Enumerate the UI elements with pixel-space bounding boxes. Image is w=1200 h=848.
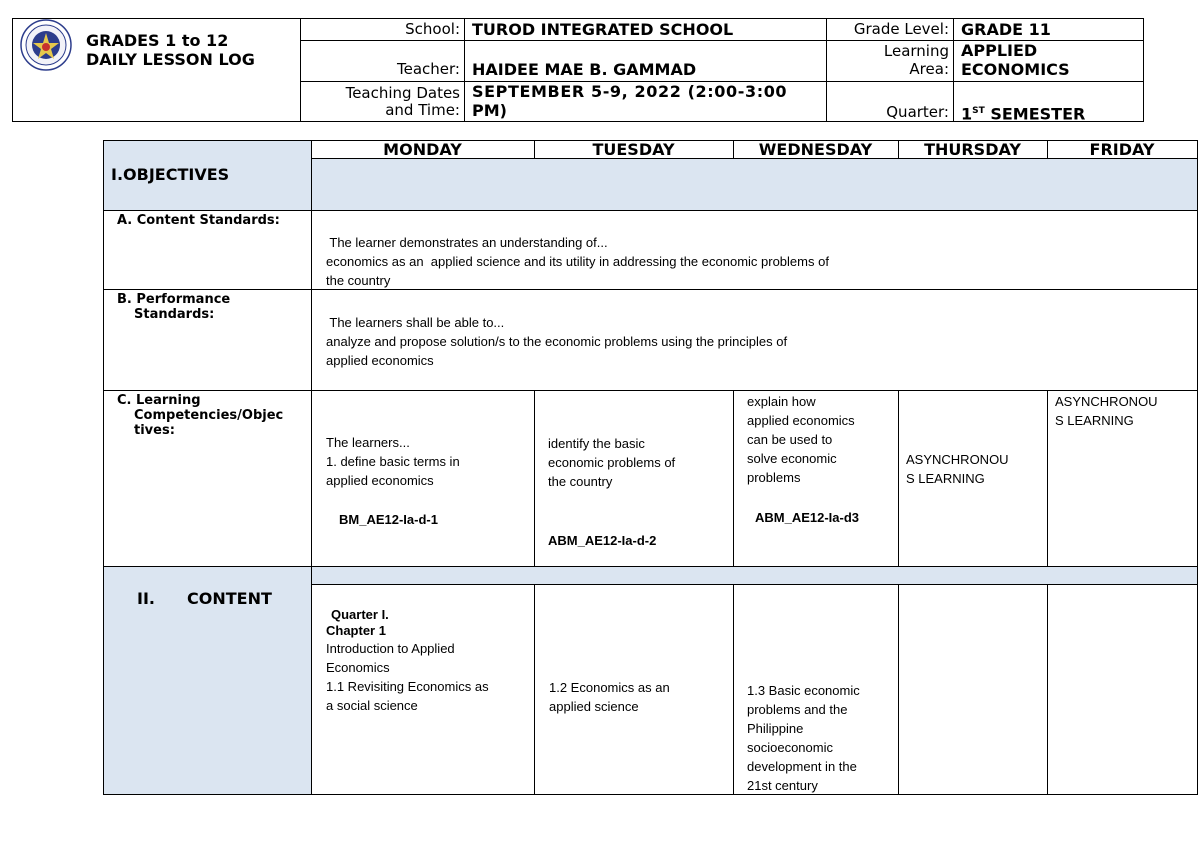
learning-competencies-label — [117, 393, 283, 438]
content-line: 1.1 Revisiting Economics as — [326, 679, 489, 694]
competency-line: applied economics — [326, 473, 434, 488]
learning-competencies-label-line: tives: — [134, 423, 175, 438]
divider — [826, 18, 827, 122]
teaching-dates-label: and Time: — [385, 101, 460, 119]
performance-standards-line: The learners shall be able to... — [326, 315, 505, 330]
day-header-thursday: THURSDAY — [924, 140, 1021, 159]
competency-line: problems — [747, 470, 801, 485]
content-standards-line: economics as an applied science and its utility in addressing the economic problems of — [326, 254, 829, 269]
divider — [534, 584, 535, 795]
competency-line: S LEARNING — [1055, 413, 1134, 428]
competency-line: applied economics — [747, 413, 855, 428]
log-title-line2: DAILY LESSON LOG — [86, 50, 255, 69]
performance-standards-line: applied economics — [326, 353, 434, 368]
school-value: TUROD INTEGRATED SCHOOL — [472, 20, 734, 39]
content-line: socioeconomic — [747, 740, 833, 755]
learning-area-label: Learning — [883, 42, 949, 60]
competency-thursday — [906, 450, 1009, 488]
divider — [311, 140, 312, 795]
quarter-value — [961, 103, 1085, 122]
learning-area-label: Area: — [909, 60, 949, 78]
content-monday — [326, 607, 489, 715]
competency-line: explain how — [747, 394, 816, 409]
content-line: Introduction to Applied — [326, 641, 455, 656]
learning-competencies-label-line: C. Learning — [117, 393, 201, 408]
competency-friday — [1055, 392, 1158, 430]
content-line: a social science — [326, 698, 418, 713]
quarter-semester: SEMESTER — [984, 104, 1086, 124]
content-heading-number: II. — [137, 589, 155, 608]
content-line: 1.3 Basic economic — [747, 683, 860, 698]
divider — [103, 390, 1198, 391]
content-line: 1.2 Economics as an — [549, 680, 670, 695]
content-tuesday — [549, 678, 670, 716]
competency-line: solve economic — [747, 451, 837, 466]
content-standards-line: The learner demonstrates an understanding of... — [326, 235, 608, 250]
objectives-heading: I.OBJECTIVES — [111, 165, 230, 184]
divider — [953, 18, 954, 122]
competency-monday — [326, 433, 460, 490]
competency-line: economic problems of — [548, 455, 676, 470]
content-line: applied science — [549, 699, 639, 714]
content-line: Economics — [326, 660, 390, 675]
performance-standards-label-line: Standards: — [134, 307, 215, 322]
divider — [898, 390, 899, 566]
teaching-dates-label: Teaching Dates — [345, 84, 460, 102]
content-standards-text — [326, 233, 829, 290]
deped-seal-logo — [20, 19, 72, 71]
competency-code-monday: BM_AE12-Ia-d-1 — [339, 512, 438, 527]
grade-level-label: Grade Level: — [853, 20, 949, 38]
competency-code-tuesday: ABM_AE12-Ia-d-2 — [548, 533, 657, 548]
learning-competencies-label-line: Competencies/Objec — [134, 408, 284, 423]
day-header-friday: FRIDAY — [1089, 140, 1155, 159]
content-heading-text: CONTENT — [186, 589, 272, 608]
quarter-suffix: ST — [972, 106, 985, 116]
content-wednesday — [747, 681, 860, 795]
quarter-label: Quarter: — [886, 103, 949, 121]
performance-standards-label — [117, 292, 230, 322]
divider — [898, 584, 899, 795]
content-chapter: Chapter 1 — [326, 623, 386, 638]
quarter-number: 1 — [961, 104, 973, 124]
content-line: problems and the — [747, 702, 848, 717]
divider — [1047, 584, 1048, 795]
competency-line: 1. define basic terms in — [326, 454, 460, 469]
content-standards-line: the country — [326, 273, 391, 288]
divider — [1047, 390, 1048, 566]
competency-line: the country — [548, 474, 613, 489]
log-title-line1: GRADES 1 to 12 — [86, 31, 229, 50]
competency-line: can be used to — [747, 432, 833, 447]
competency-line: identify the basic — [548, 436, 645, 451]
content-line: 21st century — [747, 778, 818, 793]
divider — [464, 18, 465, 122]
day-header-tuesday: TUESDAY — [592, 140, 675, 159]
teaching-dates-value: SEPTEMBER 5-9, 2022 (2:00-3:00 — [472, 82, 788, 101]
divider — [103, 566, 1198, 567]
divider — [300, 18, 301, 122]
competency-code-wednesday: ABM_AE12-Ia-d3 — [755, 510, 860, 525]
teacher-label: Teacher: — [397, 60, 460, 78]
divider — [733, 584, 734, 795]
competency-line: S LEARNING — [906, 471, 985, 486]
day-header-wednesday: WEDNESDAY — [758, 140, 873, 159]
school-label: School: — [405, 20, 460, 38]
performance-standards-line: analyze and propose solution/s to the economic problems using the principles of — [326, 334, 788, 349]
day-header-monday: MONDAY — [383, 140, 462, 159]
content-standards-label: A. Content Standards: — [117, 213, 280, 228]
content-line: development in the — [747, 759, 857, 774]
content-quarter: Quarter I. — [331, 607, 389, 622]
content-line: Philippine — [747, 721, 804, 736]
learning-area-value: APPLIED — [961, 41, 1038, 60]
competency-line: ASYNCHRONOU — [906, 452, 1009, 467]
competency-line: The learners... — [326, 435, 410, 450]
performance-standards-text — [326, 313, 787, 370]
competency-wednesday — [747, 392, 855, 487]
divider — [311, 584, 1197, 585]
grade-level-value: GRADE 11 — [961, 20, 1051, 39]
competency-line: ASYNCHRONOU — [1055, 394, 1158, 409]
divider — [534, 390, 535, 566]
performance-standards-label-line: B. Performance — [117, 292, 231, 307]
teaching-dates-value: PM) — [472, 101, 507, 120]
divider — [103, 210, 1198, 211]
learning-area-value: ECONOMICS — [961, 60, 1070, 79]
content-heading — [137, 589, 272, 608]
competency-tuesday — [548, 434, 675, 491]
teacher-value: HAIDEE MAE B. GAMMAD — [472, 60, 697, 79]
divider — [733, 390, 734, 566]
